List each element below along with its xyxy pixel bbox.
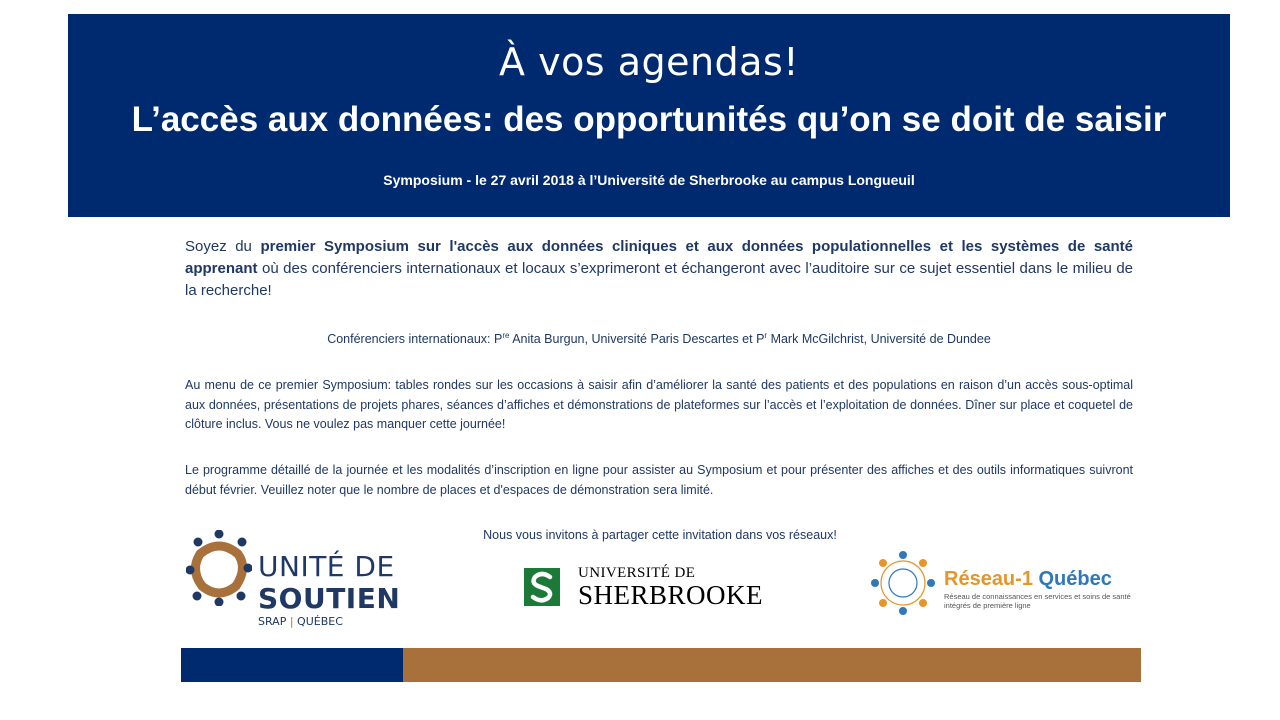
unite-emblem-icon xyxy=(186,530,252,606)
menu-paragraph: Au menu de ce premier Symposium: tables rondes sur les occasions à saisir afin d’améliorer la santé des patients et des populations en raison d’un accès sous-optimal aux données, présentations de projets phares, séances d’affiches et démonstrations de plateformes sur l’accès et l’exploitation de données. Dîner sur place et coquetel de clôture inclus. Vous ne voulez pas manquer cette journée! xyxy=(185,378,1133,431)
speakers-line xyxy=(185,330,1133,348)
speakers-end: Mark McGilchrist, Université de Dundee xyxy=(767,332,991,346)
udes-line-1: UNIVERSITÉ DE xyxy=(578,565,696,581)
footer-bar-navy xyxy=(181,648,403,682)
footer-bar-brown xyxy=(403,648,1141,682)
speakers-label: Conférenciers internationaux: P xyxy=(327,332,503,346)
intro-text-end: où des conférenciers internationaux et locaux s’exprimeront et échangeront avec l’auditoire sur ce sujet essentiel dans le milieu de la recherche! xyxy=(185,260,1133,299)
reseau-name-b: Québec xyxy=(1032,568,1112,590)
reseau-name xyxy=(944,568,1112,591)
invite-line: Nous vous invitons à partager cette invitation dans vos réseaux! xyxy=(483,528,837,542)
unite-srap: SRAP xyxy=(258,615,287,628)
unite-separator: | xyxy=(286,615,298,628)
speakers-mid: Anita Burgun, Université Paris Descartes et P xyxy=(509,332,765,346)
speakers-sup-2: r xyxy=(764,331,768,340)
universite-de-sherbrooke-logo xyxy=(510,560,810,620)
unite-line-2: SOUTIEN xyxy=(258,582,401,615)
udes-line-2: SHERBROOKE xyxy=(578,580,764,610)
intro-text-start: Soyez du xyxy=(185,238,261,255)
reseau-name-a: Réseau-1 xyxy=(944,568,1033,590)
banner-subtitle: Symposium - le 27 avril 2018 à l’Université de Sherbrooke au campus Longueuil xyxy=(383,172,915,188)
unite-line-1: UNITÉ DE xyxy=(258,550,395,583)
unite-line-3 xyxy=(258,615,343,628)
intro-paragraph xyxy=(185,236,1133,302)
unite-quebec: QUÉBEC xyxy=(297,615,343,628)
udes-shield-icon xyxy=(524,568,560,606)
reseau-1-quebec-logo xyxy=(870,550,1140,620)
header-banner xyxy=(68,14,1230,217)
banner-kicker: À vos agendas! xyxy=(499,40,799,84)
intro-text-bold: premier Symposium sur l'accès aux données cliniques et aux données populationnelles et les systèmes de santé apprenant xyxy=(185,238,1134,277)
reseau-network-icon xyxy=(870,550,936,616)
banner-title: L’accès aux données: des opportunités qu’on se doit de saisir xyxy=(131,100,1167,139)
reseau-tagline: Réseau de connaissances en services et soins de santé intégrés de première ligne xyxy=(944,592,1131,610)
speakers-sup-1: re xyxy=(502,331,510,340)
unite-de-soutien-logo xyxy=(186,530,401,630)
program-paragraph: Le programme détaillé de la journée et les modalités d’inscription en ligne pour assister au Symposium et pour présenter des affiches et des outils informatiques suivront début février. Veuillez noter que le nombre de places et d'espaces de démonstration sera limité. xyxy=(185,463,1133,497)
